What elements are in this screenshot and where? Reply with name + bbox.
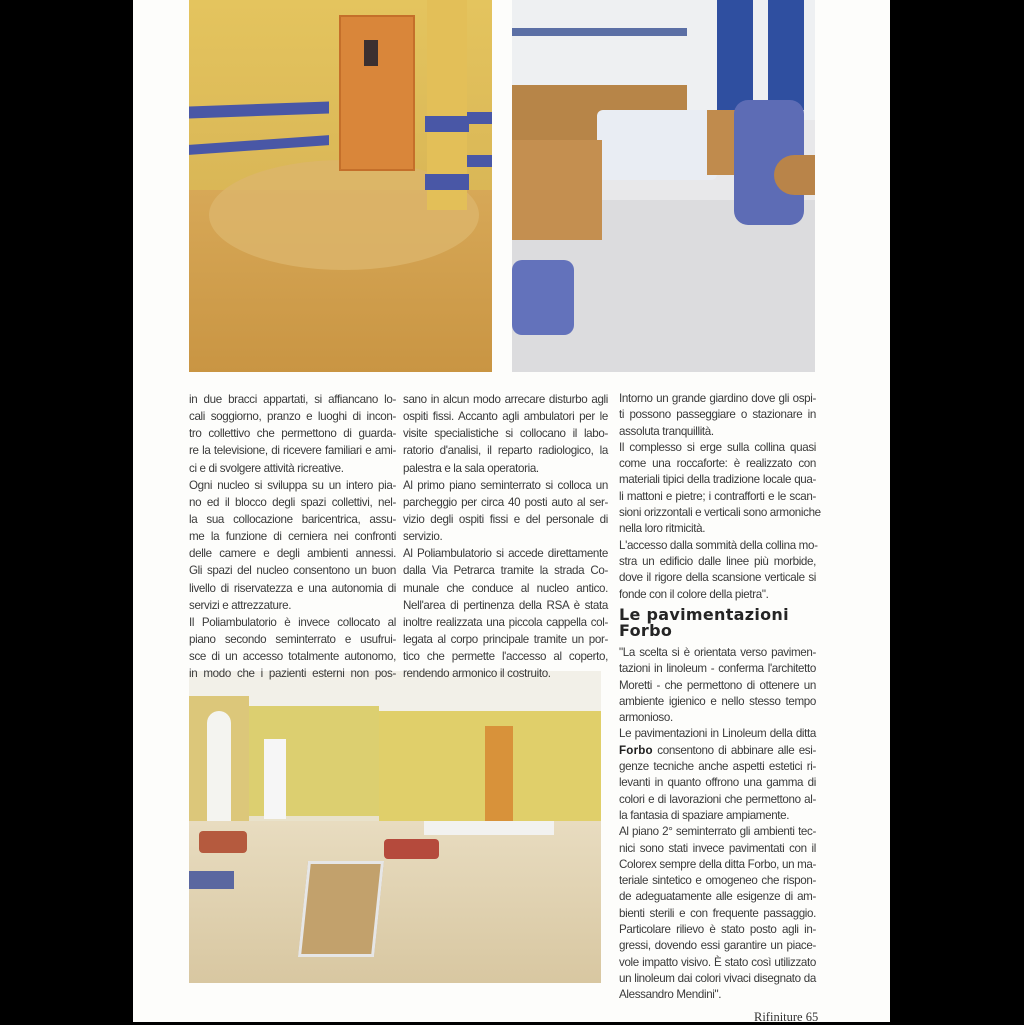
text-line: Le pavimentazioni in Linoleum della ditta [619, 727, 816, 741]
text-line: cali soggiorno, pranzo e luoghi di incon- [189, 410, 396, 424]
text-line: vizio degli ospiti fissi e del personale di [403, 512, 608, 526]
section-heading [619, 607, 789, 639]
text-line: inoltre realizzata una piccola cappella col- [403, 615, 608, 629]
text-line: la sua collocazione baricentrica, assu- [189, 512, 396, 526]
text-line: ratorio d'analisi, il reparto radiologico, la [403, 444, 608, 458]
text-line: un linoleum dai colori vivaci disegnato da [619, 971, 816, 985]
text-line: Ogni nucleo si sviluppa su un intero pia- [189, 478, 396, 492]
text-line: Forbo consentono di abbinare alle esi- [619, 743, 816, 757]
text-line: gressi, dovendo essi garantire un piace- [619, 939, 816, 953]
text-line: sce di un accesso totalmente autonomo, [189, 650, 396, 664]
text-line: teriale sintetico e omogeneo che rispon- [619, 874, 816, 888]
text-line: sano in alcun modo arrecare disturbo agli [403, 393, 608, 406]
text-line: Moretti - che permettono di ottenere un [619, 678, 816, 692]
text-line: "La scelta si è orientata verso pavimen- [619, 646, 816, 659]
text-line: ambiente igienico e nello stesso tempo [619, 694, 816, 708]
text-line: la fantasia di spaziare ampiamente. [619, 808, 790, 822]
text-line: Al primo piano seminterrato si colloca un [403, 478, 608, 492]
text-line: rendendo armonico il costruito. [403, 667, 551, 681]
section-heading-line: Le pavimentazioni [619, 605, 789, 624]
text-line: genze tecniche anche aspetti estetici ri- [619, 760, 816, 774]
paragraph [189, 614, 396, 683]
text-line: li mattoni e pietre; i contrafforti e le scan- [619, 489, 816, 503]
paragraph [403, 545, 608, 682]
section-heading-line: Forbo [619, 621, 673, 640]
text-line: dove il rigore della scansione verticale si [619, 571, 816, 585]
paragraph [619, 538, 816, 603]
text-line: tazioni in linoleum - conferma l'architetto [619, 662, 816, 676]
text-column [403, 391, 608, 682]
text-line: Il complesso si erge sulla collina quasi [619, 440, 816, 454]
text-line: vole impatto visivo. È stato così utilizzato [619, 955, 816, 969]
text-line: assoluta tranquillità. [619, 424, 714, 438]
brand-name-forbo: Forbo [619, 743, 653, 757]
text-line: me la funzione di cerniera nei confronti [189, 530, 396, 544]
text-column [189, 391, 396, 682]
paragraph [403, 391, 608, 477]
text-line: tico che permette l'accesso al coperto, [403, 650, 608, 664]
text-line: in due bracci appartati, si affiancano lo- [189, 393, 396, 406]
text-line: ti possono passeggiare o stazionare in [619, 408, 816, 422]
text-line: come una roccaforte: è realizzato con [619, 457, 816, 471]
text-line: nella loro ritmicità. [619, 522, 706, 536]
photo-physiotherapy-gym [189, 671, 601, 983]
text-line: piano secondo seminterrato e usufrui- [189, 632, 396, 646]
text-line: colori e di lavorazioni che permettono al- [619, 792, 816, 806]
text-line: Il Poliambulatorio è invece collocato al [189, 615, 396, 629]
paragraph [619, 726, 816, 824]
text-line: Alessandro Mendini". [619, 988, 722, 1002]
text-line: dalla Via Petrarca tramite la strada Co- [403, 564, 608, 578]
text-line: Al piano 2° seminterrato gli ambienti tec- [619, 825, 816, 839]
text-line: parcheggio per circa 40 posti auto al ser- [403, 495, 608, 509]
text-line: in modo che i pazienti esterni non pos- [189, 667, 396, 681]
text-line: armonioso. [619, 711, 673, 725]
text-line: ospiti fissi. Accanto agli ambulatori per le [403, 410, 608, 424]
text-line: re la televisione, di ricevere familiari e ami- [189, 444, 396, 458]
text-line: Particolare rilievo è stato posto agli in- [619, 923, 816, 937]
paragraph [189, 391, 396, 477]
text-line: materiali tipici della tradizione locale qua- [619, 473, 816, 487]
text-line: munale che conduce al nucleo antico. [403, 581, 608, 595]
text-line: levanti in quanto offrono una gamma di [619, 776, 816, 790]
text-column [619, 645, 816, 1004]
text-line: Colorex sempre della ditta Forbo, un ma- [619, 857, 816, 871]
text-line: nici sono stati invece pavimentati con il [619, 841, 816, 855]
text-line: ci e di svolgere attività ricreative. [189, 461, 344, 475]
text-line: visite specialistiche si collocano il labo- [403, 427, 608, 441]
text-line: legata al corpo principale tramite un por- [403, 632, 608, 646]
photo-corridor-yellow-walls [189, 0, 492, 372]
text-line: Al Poliambulatorio si accede direttamente [403, 547, 608, 561]
text-line: servizio. [403, 530, 443, 544]
text-line: Intorno un grande giardino dove gli ospi- [619, 392, 816, 405]
paragraph [619, 391, 816, 440]
text-line: livello di riservatezza e una autonomia di [189, 581, 396, 595]
text-line: de adeguatamente alle esigenze di am- [619, 890, 816, 904]
text-line: palestra e la sala operatoria. [403, 461, 539, 475]
text-column [619, 391, 821, 603]
text-line: Nell'area di pertinenza della RSA è stata [403, 598, 608, 612]
text-line: fonde con il colore della pietra". [619, 587, 769, 601]
text-line: bienti sterili e con frequente passaggio. [619, 906, 816, 920]
text-line: L'accesso dalla sommità della collina mo- [619, 538, 818, 552]
text-line: no ed il blocco degli spazi collettivi, nel- [189, 495, 396, 509]
page-footer-folio: Rifiniture 65 [754, 1010, 819, 1024]
text-line: Gli spazi del nucleo consentono un buon [189, 564, 396, 578]
text-line: stra un edificio dalle linee più morbide, [619, 554, 816, 568]
photo-patient-room-beds [512, 0, 815, 372]
text-line: servizi e attrezzature. [189, 598, 292, 612]
paragraph [619, 824, 816, 1003]
paragraph [619, 645, 816, 726]
paragraph [189, 477, 396, 614]
text-line: sioni orizzontali e verticali sono armoniche [619, 506, 821, 520]
paragraph [619, 440, 821, 538]
paragraph [403, 477, 608, 546]
text-line: delle camere e degli ambienti annessi. [189, 547, 396, 561]
text-line: tro collettivo che permettono di guarda- [189, 427, 396, 441]
